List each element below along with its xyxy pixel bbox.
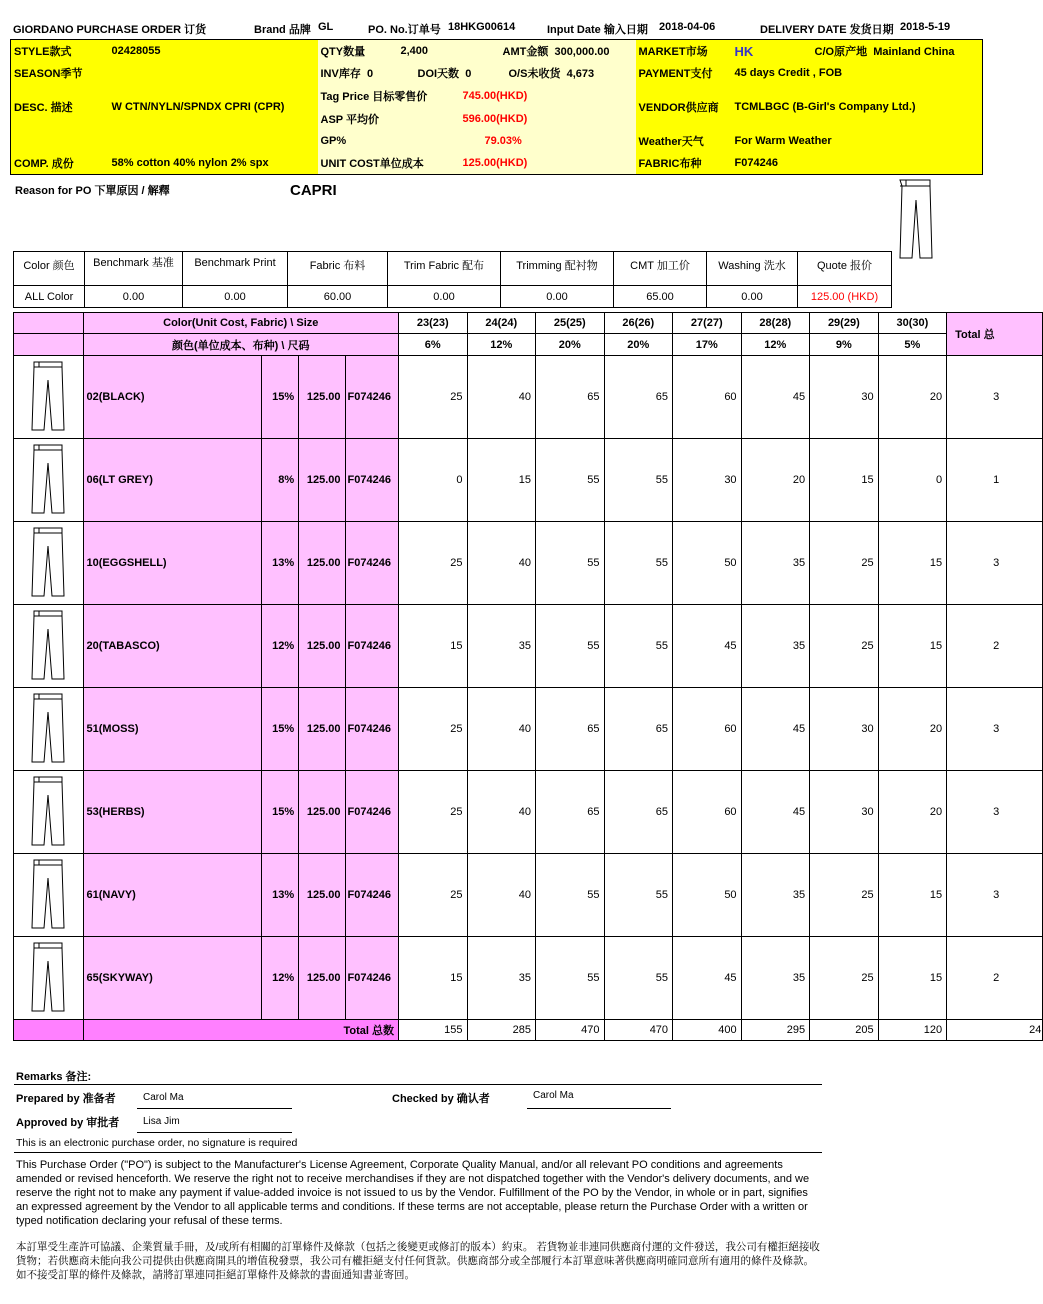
row-qty: 35 — [467, 605, 536, 688]
row-qty: 15 — [878, 605, 947, 688]
row-pct: 15% — [261, 356, 298, 439]
row-qty: 35 — [741, 854, 810, 937]
row-qty: 40 — [467, 356, 536, 439]
pants-sketch-icon — [30, 609, 66, 683]
fabric-value: F074246 — [732, 152, 983, 175]
brand-value: GL — [318, 21, 334, 33]
row-image-cell — [14, 688, 84, 771]
co-cell — [812, 40, 983, 63]
os-cell — [506, 62, 636, 84]
row-cost: 125.00 — [299, 854, 345, 937]
row-cost: 125.00 — [299, 522, 345, 605]
po-title: GIORDANO PURCHASE ORDER 订货 — [13, 24, 207, 36]
row-total: 3 — [947, 356, 1043, 439]
delivery-date-label: DELIVERY DATE 发货日期 — [760, 24, 894, 36]
row-pct: 12% — [261, 937, 298, 1020]
fabric-label: FABRIC布种 — [636, 152, 732, 175]
row-total: 2 — [947, 605, 1043, 688]
size-row — [14, 771, 1043, 854]
row-color: 06(LT GREY) — [83, 439, 261, 522]
qty-value: 2,400 — [398, 40, 445, 63]
co-label: C/O原产地 — [814, 46, 868, 58]
totals-label: Total 总数 — [83, 1020, 398, 1041]
row-qty: 45 — [673, 937, 742, 1020]
row-qty: 60 — [673, 771, 742, 854]
delivery-date-value: 2018-5-19 — [900, 21, 951, 33]
size-label-4: 27(27) — [673, 313, 742, 334]
cost-cell-3: 60.00 — [288, 286, 388, 308]
size-total-header: Total 总 — [947, 313, 1043, 356]
gp-empty-value — [109, 130, 318, 152]
row-cost: 125.00 — [299, 439, 345, 522]
season-value — [109, 62, 318, 84]
qty-label: QTY数量 — [318, 40, 398, 63]
row-image-cell — [14, 771, 84, 854]
checked-label: Checked by 确认者 — [392, 1093, 490, 1105]
row-total: 2 — [947, 937, 1043, 1020]
size-pct-1: 12% — [467, 334, 536, 356]
total-size-5: 295 — [741, 1020, 810, 1041]
row-image-cell — [14, 605, 84, 688]
row-pct: 8% — [261, 439, 298, 522]
size-row — [14, 937, 1043, 1020]
size-pct-0: 6% — [398, 334, 467, 356]
pants-sketch-icon — [30, 692, 66, 766]
cost-header-5: Trimming 配衬物 — [501, 252, 614, 286]
row-qty: 25 — [398, 356, 467, 439]
reason-value: CAPRI — [290, 182, 337, 199]
prepared-label: Prepared by 准备者 — [16, 1093, 116, 1105]
row-total: 3 — [947, 522, 1043, 605]
payment-value: 45 days Credit , FOB — [732, 62, 983, 84]
brand-label: Brand 品牌 — [254, 24, 311, 36]
desc-value: W CTN/NYLN/SPNDX CPRI (CPR) — [109, 84, 318, 130]
gp-empty-label — [11, 130, 109, 152]
total-size-4: 400 — [673, 1020, 742, 1041]
row-qty: 65 — [604, 771, 673, 854]
row-qty: 15 — [810, 439, 879, 522]
inv-cell — [318, 62, 398, 84]
row-fabric: F074246 — [345, 522, 398, 605]
row-fabric: F074246 — [345, 356, 398, 439]
amt-label: AMT金额 — [502, 46, 549, 58]
cost-header-0: Color 颜色 — [14, 252, 85, 286]
size-row — [14, 439, 1043, 522]
size-row — [14, 356, 1043, 439]
asp-label: ASP 平均价 — [318, 107, 445, 130]
cost-header-8: Quote 报价 — [798, 252, 892, 286]
row-qty: 60 — [673, 688, 742, 771]
size-rows — [14, 356, 1043, 1020]
cost-cell-6: 65.00 — [614, 286, 707, 308]
size-pct-3: 20% — [604, 334, 673, 356]
payment-label: PAYMENT支付 — [636, 62, 732, 84]
row-total: 1 — [947, 439, 1043, 522]
size-row — [14, 522, 1043, 605]
row-qty: 50 — [673, 854, 742, 937]
row-qty: 45 — [673, 605, 742, 688]
size-breakdown-wrapper — [13, 312, 1042, 1042]
row-image-cell — [14, 937, 84, 1020]
size-row — [14, 688, 1043, 771]
row-fabric: F074246 — [345, 854, 398, 937]
doi-cell — [398, 62, 506, 84]
row-qty: 40 — [467, 522, 536, 605]
checked-value: Carol Ma — [533, 1090, 574, 1101]
doi-value: 0 — [465, 68, 472, 80]
season-label: SEASON季节 — [11, 62, 109, 84]
row-qty: 30 — [810, 356, 879, 439]
row-qty: 55 — [604, 605, 673, 688]
row-qty: 15 — [878, 854, 947, 937]
row-qty: 55 — [536, 605, 605, 688]
row-image-cell — [14, 854, 84, 937]
row-total: 3 — [947, 771, 1043, 854]
style-value: 02428055 — [109, 40, 318, 63]
pants-sketch-icon — [30, 526, 66, 600]
product-sketch-icon — [896, 178, 934, 262]
row-image-cell — [14, 522, 84, 605]
row-color: 61(NAVY) — [83, 854, 261, 937]
approved-line — [137, 1132, 292, 1133]
row-qty: 45 — [741, 771, 810, 854]
total-size-0: 155 — [398, 1020, 467, 1041]
comp-value: 58% cotton 40% nylon 2% spx — [109, 152, 318, 175]
prepared-value: Carol Ma — [143, 1092, 184, 1103]
row-qty: 65 — [536, 771, 605, 854]
cost-cell-2: 0.00 — [183, 286, 288, 308]
row-cost: 125.00 — [299, 688, 345, 771]
amt-value: 300,000.00 — [554, 46, 610, 58]
row-qty: 65 — [536, 688, 605, 771]
desc-label: DESC. 描述 — [11, 84, 109, 130]
order-info-table — [10, 39, 983, 175]
cost-header-4: Trim Fabric 配布 — [388, 252, 501, 286]
po-no-value: 18HKG00614 — [448, 21, 516, 33]
inv-value: 0 — [366, 68, 374, 80]
approved-label: Approved by 审批者 — [16, 1117, 120, 1129]
cost-cell-0: ALL Color — [14, 286, 85, 308]
style-label: STYLE款式 — [11, 40, 109, 63]
row-qty: 65 — [604, 688, 673, 771]
row-color: 20(TABASCO) — [83, 605, 261, 688]
size-pct-2: 20% — [536, 334, 605, 356]
terms-english: This Purchase Order ("PO") is subject to the Manufacturer's License Agreement, Corporate Quality Manual, and/or all relevant PO conditions and agreements amended or revised henceforth. We reserve the right not to receive merchandises if they are not dispatched together with the Vendor's delivery documents, and we reserve the right not to make any payment if value-added invoice is not issued to us by the Vendor. Fulfillment of the PO by the Vendor, in whole or in part, signifies an expressed agreement by the Vendor to all applicable terms and conditions. If these terms are not acceptable, please return the Purchase Order with a written or typed notification declaring your refusal of these terms. — [16, 1159, 810, 1227]
vendor-label: VENDOR供应商 — [636, 84, 732, 130]
tag-value: 745.00(HKD) — [445, 84, 636, 107]
size-pct-5: 12% — [741, 334, 810, 356]
size-breakdown-table — [13, 312, 1043, 1041]
os-value: 4,673 — [566, 68, 595, 80]
row-qty: 35 — [741, 522, 810, 605]
total-size-1: 285 — [467, 1020, 536, 1041]
row-qty: 50 — [673, 522, 742, 605]
row-qty: 25 — [398, 854, 467, 937]
row-qty: 25 — [810, 854, 879, 937]
size-pct-7: 5% — [878, 334, 947, 356]
size-label-0: 23(23) — [398, 313, 467, 334]
size-pct-4: 17% — [673, 334, 742, 356]
row-qty: 20 — [878, 356, 947, 439]
grand-total: 24 — [947, 1020, 1043, 1041]
cost-header-6: CMT 加工价 — [614, 252, 707, 286]
market-value: HK — [732, 40, 812, 63]
terms-divider — [14, 1152, 822, 1153]
row-qty: 55 — [536, 522, 605, 605]
pants-sketch-icon — [30, 443, 66, 517]
row-qty: 15 — [467, 439, 536, 522]
po-header — [0, 21, 990, 35]
row-color: 53(HERBS) — [83, 771, 261, 854]
prepared-line — [137, 1108, 292, 1109]
row-cost: 125.00 — [299, 771, 345, 854]
row-qty: 25 — [398, 771, 467, 854]
row-qty: 25 — [810, 605, 879, 688]
gp-value: 79.03% — [445, 130, 636, 152]
terms-chinese: 本訂單受生產許可協議、企業質量手冊，及/或所有相關的訂單條件及條款（包括之後變更或修訂的版本）約束。 若貨物並非連同供應商付運的文件發送，我公司有權拒絕接收貨物；若供應商未能向我公司提供由供應商開具的增值稅發票，我公司有權拒絕支付任何貨款。供應商部分或全部履行本訂單意味著供應商明確同意所有適用的條件及條款。如不接受訂單的條件及條款，請將訂單連同拒絕訂單條件及條款的書面通知書並寄回。 — [16, 1241, 820, 1281]
cost-cell-5: 0.00 — [501, 286, 614, 308]
row-qty: 25 — [398, 522, 467, 605]
row-qty: 40 — [467, 771, 536, 854]
cost-cell-4: 0.00 — [388, 286, 501, 308]
row-qty: 20 — [878, 771, 947, 854]
total-size-7: 120 — [878, 1020, 947, 1041]
input-date-label: Input Date 输入日期 — [547, 24, 648, 36]
size-label-3: 26(26) — [604, 313, 673, 334]
size-corner-bottom — [14, 334, 84, 356]
pants-sketch-icon — [30, 858, 66, 932]
checked-line — [527, 1108, 671, 1109]
cost-header-3: Fabric 布料 — [288, 252, 388, 286]
cost-breakdown-table — [13, 251, 892, 308]
unit-cost-label: UNIT COST单位成本 — [318, 152, 445, 175]
unit-cost-value: 125.00(HKD) — [445, 152, 636, 175]
size-head-cn: 颜色(单位成本、布种) \ 尺码 — [83, 334, 398, 356]
total-size-3: 470 — [604, 1020, 673, 1041]
row-qty: 45 — [741, 688, 810, 771]
cost-header-7: Washing 洗水 — [707, 252, 798, 286]
row-qty: 65 — [604, 356, 673, 439]
total-size-2: 470 — [536, 1020, 605, 1041]
remarks-label: Remarks 备注: — [16, 1071, 92, 1083]
total-size-6: 205 — [810, 1020, 879, 1041]
row-qty: 30 — [810, 688, 879, 771]
inv-label: INV库存 — [320, 68, 361, 80]
approved-value: Lisa Jim — [143, 1116, 180, 1127]
row-qty: 15 — [398, 937, 467, 1020]
row-color: 65(SKYWAY) — [83, 937, 261, 1020]
row-total: 3 — [947, 854, 1043, 937]
row-pct: 15% — [261, 688, 298, 771]
electronic-note: This is an electronic purchase order, no signature is required — [16, 1137, 298, 1149]
asp-value: 596.00(HKD) — [445, 107, 636, 130]
row-fabric: F074246 — [345, 937, 398, 1020]
cost-header-1: Benchmark 基准 — [85, 252, 183, 286]
row-qty: 55 — [604, 937, 673, 1020]
cost-cell-8: 125.00 (HKD) — [798, 286, 892, 308]
row-cost: 125.00 — [299, 605, 345, 688]
row-qty: 15 — [398, 605, 467, 688]
row-fabric: F074246 — [345, 688, 398, 771]
vendor-value: TCMLBGC (B-Girl's Company Ltd.) — [732, 84, 983, 130]
row-total: 3 — [947, 688, 1043, 771]
row-pct: 15% — [261, 771, 298, 854]
market-label: MARKET市场 — [636, 40, 732, 63]
os-label: O/S未收货 — [508, 68, 561, 80]
pants-sketch-icon — [30, 941, 66, 1015]
cost-cell-1: 0.00 — [85, 286, 183, 308]
row-qty: 30 — [673, 439, 742, 522]
gp-label: GP% — [318, 130, 445, 152]
tag-label: Tag Price 目标零售价 — [318, 84, 445, 107]
pants-sketch-icon — [30, 775, 66, 849]
row-qty: 55 — [604, 439, 673, 522]
row-image-cell — [14, 439, 84, 522]
size-label-1: 24(24) — [467, 313, 536, 334]
row-pct: 13% — [261, 522, 298, 605]
row-color: 51(MOSS) — [83, 688, 261, 771]
row-qty: 0 — [398, 439, 467, 522]
row-qty: 55 — [536, 937, 605, 1020]
size-head-en: Color(Unit Cost, Fabric) \ Size — [83, 313, 398, 334]
row-qty: 55 — [604, 854, 673, 937]
row-color: 02(BLACK) — [83, 356, 261, 439]
row-fabric: F074246 — [345, 605, 398, 688]
row-fabric: F074246 — [345, 771, 398, 854]
po-no-label: PO. No.订单号 — [368, 24, 441, 36]
input-date-value: 2018-04-06 — [659, 21, 716, 33]
doi-label: DOI天数 — [417, 68, 460, 80]
size-label-2: 25(25) — [536, 313, 605, 334]
row-qty: 20 — [741, 439, 810, 522]
row-qty: 55 — [536, 854, 605, 937]
cost-cell-7: 0.00 — [707, 286, 798, 308]
row-qty: 30 — [810, 771, 879, 854]
weather-value: For Warm Weather — [732, 130, 983, 152]
row-qty: 20 — [878, 688, 947, 771]
comp-label: COMP. 成份 — [11, 152, 109, 175]
row-cost: 125.00 — [299, 356, 345, 439]
row-fabric: F074246 — [345, 439, 398, 522]
size-corner-top — [14, 313, 84, 334]
amt-cell — [445, 40, 636, 63]
size-row — [14, 854, 1043, 937]
row-pct: 12% — [261, 605, 298, 688]
row-qty: 15 — [878, 522, 947, 605]
row-qty: 40 — [467, 688, 536, 771]
cost-header-2: Benchmark Print — [183, 252, 288, 286]
row-qty: 40 — [467, 854, 536, 937]
row-qty: 25 — [810, 522, 879, 605]
row-color: 10(EGGSHELL) — [83, 522, 261, 605]
row-qty: 15 — [878, 937, 947, 1020]
row-qty: 25 — [398, 688, 467, 771]
pants-sketch-icon — [30, 360, 66, 434]
row-qty: 60 — [673, 356, 742, 439]
size-row — [14, 605, 1043, 688]
row-qty: 45 — [741, 356, 810, 439]
weather-label: Weather天气 — [636, 130, 732, 152]
row-qty: 65 — [536, 356, 605, 439]
row-qty: 35 — [467, 937, 536, 1020]
remarks-divider — [14, 1084, 822, 1085]
size-pct-6: 9% — [810, 334, 879, 356]
size-label-7: 30(30) — [878, 313, 947, 334]
size-label-5: 28(28) — [741, 313, 810, 334]
row-cost: 125.00 — [299, 937, 345, 1020]
reason-label: Reason for PO 下單原因 / 解釋 — [15, 185, 170, 197]
co-value: Mainland China — [873, 46, 955, 58]
row-qty: 35 — [741, 605, 810, 688]
row-qty: 55 — [604, 522, 673, 605]
row-qty: 35 — [741, 937, 810, 1020]
row-qty: 55 — [536, 439, 605, 522]
row-qty: 25 — [810, 937, 879, 1020]
size-label-6: 29(29) — [810, 313, 879, 334]
totals-corner — [14, 1020, 84, 1041]
row-qty: 0 — [878, 439, 947, 522]
row-pct: 13% — [261, 854, 298, 937]
row-image-cell — [14, 356, 84, 439]
